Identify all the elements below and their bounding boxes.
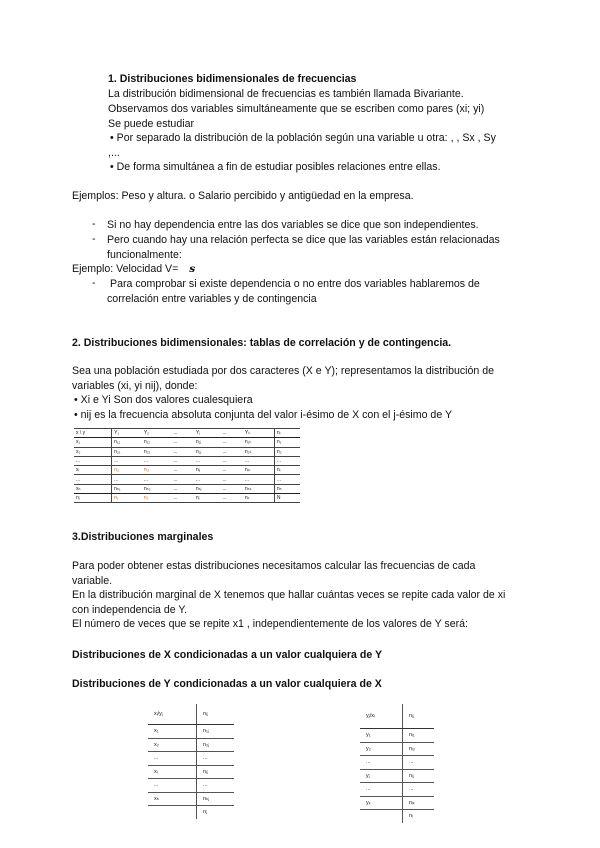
table-row [360, 704, 434, 729]
table-row [148, 806, 234, 819]
table-cell: yⱼ/xᵢ [360, 704, 403, 729]
section2-title: 2. Distribuciones bidimensionales: tablas de correlación y de contingencia. [72, 337, 452, 349]
table-row [148, 792, 234, 806]
table-cell: xᵢ [74, 466, 112, 475]
table-row [148, 704, 234, 725]
paragraph-line: variable. [72, 575, 113, 587]
bullet-text: Para comprobar si existe dependencia o no entre dos variables hablaremos de [110, 278, 480, 290]
table-cell: ... [274, 475, 300, 484]
bullet-text: correlación entre variables y de contingencia [107, 293, 317, 305]
table-cell: ... [360, 756, 403, 770]
table-cell: xᵢ [148, 765, 197, 779]
bullet-line: • nij es la frecuencia absoluta conjunta del valor i-ésimo de X con el j-ésimo de Y [74, 409, 453, 421]
table-cell: ... [197, 779, 235, 793]
table-row [74, 484, 300, 493]
table-cell: n₁₁ [112, 438, 142, 447]
table-cell: nₕₖ [243, 484, 274, 493]
table-cell: nᵢⱼ [197, 704, 235, 725]
table-cell: n₂ⱼ [197, 738, 235, 752]
x-conditional-table [148, 704, 234, 819]
table-cell: nᵢₖ [243, 466, 274, 475]
table-cell: x₂ [74, 447, 112, 456]
bullet-line: • Xi e Yi Son dos valores cualesquiera [74, 394, 253, 406]
table-cell: ... [243, 475, 274, 484]
table-cell: ... [142, 475, 172, 484]
table-cell: n₂₁ [112, 447, 142, 456]
table-cell: nᵢ₂ [403, 742, 435, 756]
table-cell: ... [197, 752, 235, 766]
table-cell: nₕ₁ [112, 484, 142, 493]
table-cell: ... [148, 752, 197, 766]
table-cell: nᵢⱼ [403, 704, 435, 729]
table-cell: ... [194, 475, 221, 484]
y-conditional-table [360, 704, 434, 823]
table-cell: x \ y [74, 429, 112, 438]
paragraph-line: El número de veces que se repite x1 , independientemente de los valores de Y será: [72, 618, 468, 630]
table-cell: ... [171, 484, 193, 493]
table-cell: nᵢⱼ [194, 466, 221, 475]
table-cell: ... [194, 456, 221, 465]
table-cell: ... [220, 466, 242, 475]
table-cell: N [274, 494, 300, 503]
table-row [74, 456, 300, 465]
bullet-line: • Por separado la distribución de la población según una variable u otra: , , Sx , Sy [110, 132, 496, 144]
table-cell: ... [220, 429, 242, 438]
table-cell: x₂ [148, 738, 197, 752]
table-cell: n₁ⱼ [197, 725, 235, 739]
dash-bullet-icon: - [92, 277, 96, 289]
bullet-text: Si no hay dependencia entre las dos variables se dice que son independientes. [107, 219, 479, 231]
table-cell: x₁ [74, 438, 112, 447]
table-cell: nᵢ [274, 429, 300, 438]
table-cell: ... [171, 429, 193, 438]
table-cell: ... [171, 475, 193, 484]
table-row [148, 725, 234, 739]
bullet-text: funcionalmente: [107, 249, 182, 261]
table-cell: ... [220, 447, 242, 456]
table-cell: y₂ [360, 742, 403, 756]
table-cell: ... [243, 456, 274, 465]
table-row [360, 742, 434, 756]
paragraph-line: variables (xi, yi nij), donde: [72, 380, 198, 392]
velocity-example [72, 262, 195, 276]
table-cell: nᵢⱼ [197, 765, 235, 779]
table-row [148, 779, 234, 793]
table-cell: nᵢⱼ [403, 769, 435, 783]
table-cell: ... [148, 779, 197, 793]
table-cell: n₁ [274, 438, 300, 447]
table-cell: ... [171, 494, 193, 503]
table-row [360, 796, 434, 810]
table-cell: nₕ₂ [142, 484, 172, 493]
paragraph-line: Observamos dos variables simultáneamente que se escriben como pares (xi; yi) [108, 103, 485, 115]
table-cell: n₁ₖ [243, 438, 274, 447]
paragraph-line: La distribución bidimensional de frecuencias es también llamada Bivariante. [108, 88, 464, 100]
table-cell: nⱼ [203, 809, 208, 816]
table-cell: n₁ⱼ [194, 438, 221, 447]
table-cell: nᵢ [409, 813, 413, 820]
table-cell: Y₂ [142, 429, 172, 438]
table-cell: ... [74, 475, 112, 484]
dash-bullet-icon: - [92, 218, 96, 230]
table-cell: xₕ [148, 792, 197, 806]
table-row [360, 769, 434, 783]
paragraph-line: En la distribución marginal de X tenemos que hallar cuántas veces se repite cada valor de xi [72, 589, 506, 601]
table-cell: ... [220, 494, 242, 503]
table-cell: ... [220, 484, 242, 493]
section3-title: 3.Distribuciones marginales [72, 531, 214, 543]
table-row [360, 756, 434, 770]
table-cell: nᵢ₁ [112, 466, 142, 475]
table-cell: ... [403, 783, 435, 797]
table-row [74, 475, 300, 484]
contingency-table [74, 428, 300, 503]
table-cell: ... [360, 783, 403, 797]
table-cell: xₕ [74, 484, 112, 493]
table-cell: Y₁ [112, 429, 142, 438]
table-row [360, 810, 434, 823]
table-row [74, 429, 300, 438]
table-cell: ... [171, 456, 193, 465]
paragraph-line: Para poder obtener estas distribuciones necesitamos calcular las frecuencias de cada [72, 560, 476, 572]
table-cell: n₂ₖ [243, 447, 274, 456]
table-cell [360, 810, 403, 823]
table-row [148, 752, 234, 766]
paragraph-line: Se puede estudiar [108, 118, 194, 130]
examples-line: Ejemplos: Peso y altura. o Salario percibido y antigüedad en la empresa. [72, 190, 414, 202]
bullet-text: Pero cuando hay una relación perfecta se dice que las variables están relacionadas [107, 234, 500, 246]
section1-title: 1. Distribuciones bidimensionales de frecuencias [108, 73, 357, 85]
table-row [74, 466, 300, 475]
table-cell: ... [220, 456, 242, 465]
table-cell: nₕ [274, 484, 300, 493]
table-cell: ... [274, 456, 300, 465]
table-cell [148, 806, 197, 819]
table-cell: n₂₂ [142, 447, 172, 456]
table-cell: yⱼ [360, 769, 403, 783]
table-cell: n₂ⱼ [194, 447, 221, 456]
table-row [360, 783, 434, 797]
velocity-text: Ejemplo: Velocidad V= [72, 263, 179, 275]
table-cell: nᵢ [274, 466, 300, 475]
paragraph-line: con independencia de Y. [72, 604, 188, 616]
paragraph-line: Sea una población estudiada por dos caracteres (X e Y); representamos la distribución de [72, 365, 495, 377]
table-row [148, 738, 234, 752]
table-cell: ... [171, 447, 193, 456]
table-cell: nₕⱼ [197, 792, 235, 806]
table-cell: n₂ [142, 494, 172, 503]
subheading-x-conditional: Distribuciones de X condicionadas a un valor cualquiera de Y [72, 649, 383, 661]
paragraph-line: ,... [108, 147, 120, 159]
table-row [74, 494, 300, 503]
bullet-line: • De forma simultánea a fin de estudiar posibles relaciones entre ellas. [110, 161, 441, 173]
table-cell: yₖ [360, 796, 403, 810]
table-cell: Yₖ [243, 429, 274, 438]
table-row [74, 438, 300, 447]
subheading-y-conditional: Distribuciones de Y condicionadas a un valor cualquiera de X [72, 678, 382, 690]
table-cell: nⱼ [74, 494, 112, 503]
table-cell: Yⱼ [194, 429, 221, 438]
table-cell: n₁ [112, 494, 142, 503]
table-row [74, 447, 300, 456]
dash-bullet-icon: - [92, 233, 96, 245]
table-cell: ... [171, 466, 193, 475]
table-cell: n₂ [274, 447, 300, 456]
table-cell: ... [112, 475, 142, 484]
table-cell: ... [112, 456, 142, 465]
table-cell: xᵢ/yⱼ [148, 704, 197, 725]
table-cell: ... [220, 475, 242, 484]
table-cell: nₕⱼ [194, 484, 221, 493]
table-cell: nₖ [243, 494, 274, 503]
table-cell: ... [220, 438, 242, 447]
table-cell: nⱼ [194, 494, 221, 503]
table-cell: ... [403, 756, 435, 770]
table-cell: nᵢ₁ [403, 729, 435, 743]
table-cell: ... [171, 438, 193, 447]
table-cell: ... [74, 456, 112, 465]
table-row [148, 765, 234, 779]
table-cell: nᵢ₂ [142, 466, 172, 475]
table-cell: ... [142, 456, 172, 465]
table-cell: y₁ [360, 729, 403, 743]
table-cell: x₁ [148, 725, 197, 739]
table-cell: n₁₂ [142, 438, 172, 447]
velocity-formula-symbol: s [189, 263, 196, 275]
table-cell: nᵢₖ [403, 796, 435, 810]
table-row [360, 729, 434, 743]
